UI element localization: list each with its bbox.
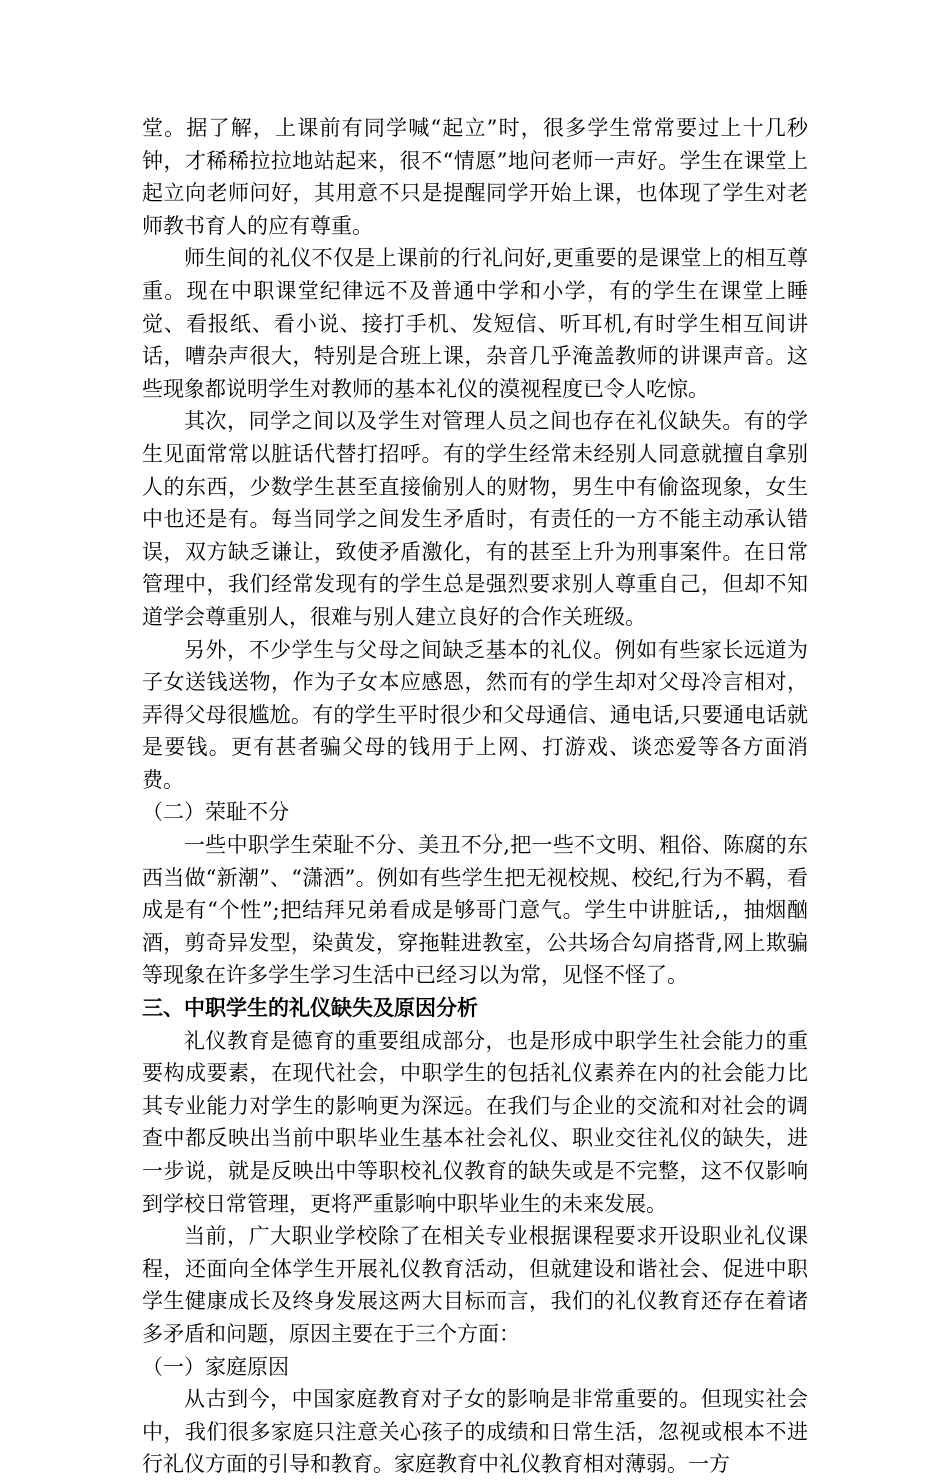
paragraph-classmates-etiquette: 其次，同学之间以及学生对管理人员之间也存在礼仪缺失。有的学生见面常常以脏话代替打招呼。有的学生经常未经别人同意就擅自拿别人的东西，少数学生甚至直接偷别人的财物，男生中有偷盗现象，女生中也还是有。每当同学之间发生矛盾时，有责任的一方不能主动承认错误，双方缺乏谦让，致使矛盾激化，有的甚至上升为刑事案件。在日常管理中，我们经常发现有的学生总是强烈要求别人尊重自己，但却不知道学会尊重别人，很难与别人建立良好的合作关班级。 [142,409,808,629]
paragraph-continuation: 堂。据了解，上课前有同学喊“起立”时，很多学生常常要过上十几秒钟，才稀稀拉拉地站起来，很不“情愿”地问老师一声好。学生在课堂上起立向老师问好，其用意不只是提醒同学开始上课，也体现了学生对老师教书育人的应有尊重。 [142,116,808,238]
section-heading-family-reasons: （一）家庭原因 [142,1354,289,1379]
paragraph-family-education: 从古到今，中国家庭教育对子女的影响是非常重要的。但现实社会中，我们很多家庭只注意关心孩子的成绩和日常生活，忽视或根本不进行礼仪方面的引导和教育。家庭教育中礼仪教育相对薄弱。一方 [142,1387,808,1477]
paragraph-current-situation: 当前，广大职业学校除了在相关专业根据课程要求开设职业礼仪课程，还面向全体学生开展礼仪教育活动，但就建设和谐社会、促进中职学生健康成长及终身发展这两大目标而言，我们的礼仪教育还存在着诸多矛盾和问题，原因主要在于三个方面： [142,1224,808,1346]
section-heading-analysis: 三、中职学生的礼仪缺失及原因分析 [142,995,478,1021]
document-body [142,112,808,1481]
paragraph-honor-shame: 一些中职学生荣耻不分、美丑不分,把一些不文明、粗俗、陈腐的东西当做“新潮”、“潇洒”。例如有些学生把无视校规、校纪,行为不羁，看成是有“个性”;把结拜兄弟看成是够哥门意气。学生中讲脏话,，抽烟酗酒，剪奇异发型，染黄发，穿拖鞋进教室，公共场合勾肩搭背,网上欺骗等现象在许多学生学习生活中已经习以为常，见怪不怪了。 [142,833,808,988]
paragraph-etiquette-education: 礼仪教育是德育的重要组成部分，也是形成中职学生社会能力的重要构成要素，在现代社会，中职学生的包括礼仪素养在内的社会能力比其专业能力对学生的影响更为深远。在我们与企业的交流和对社会的调查中都反映出当前中职毕业生基本社会礼仪、职业交往礼仪的缺失，进一步说，就是反映出中等职校礼仪教育的缺失或是不完整，这不仅影响到学校日常管理，更将严重影响中职毕业生的未来发展。 [142,1028,808,1216]
paragraph-teacher-student-etiquette: 师生间的礼仪不仅是上课前的行礼问好,更重要的是课堂上的相互尊重。现在中职课堂纪律远不及普通中学和小学，有的学生在课堂上睡觉、看报纸、看小说、接打手机、发短信、听耳机,有时学生相互间讲话，嘈杂声很大，特别是合班上课，杂音几乎淹盖教师的讲课声音。这些现象都说明学生对教师的基本礼仪的漠视程度已令人吃惊。 [142,246,808,401]
section-heading-honor-shame: （二）荣耻不分 [142,800,289,825]
paragraph-parents-etiquette: 另外，不少学生与父母之间缺乏基本的礼仪。例如有些家长远道为子女送钱送物，作为子女本应感恩，然而有的学生却对父母冷言相对，弄得父母很尴尬。有的学生平时很少和父母通信、通电话,只要通电话就是要钱。更有甚者骗父母的钱用于上网、打游戏、谈恋爱等各方面消费。 [142,637,808,792]
